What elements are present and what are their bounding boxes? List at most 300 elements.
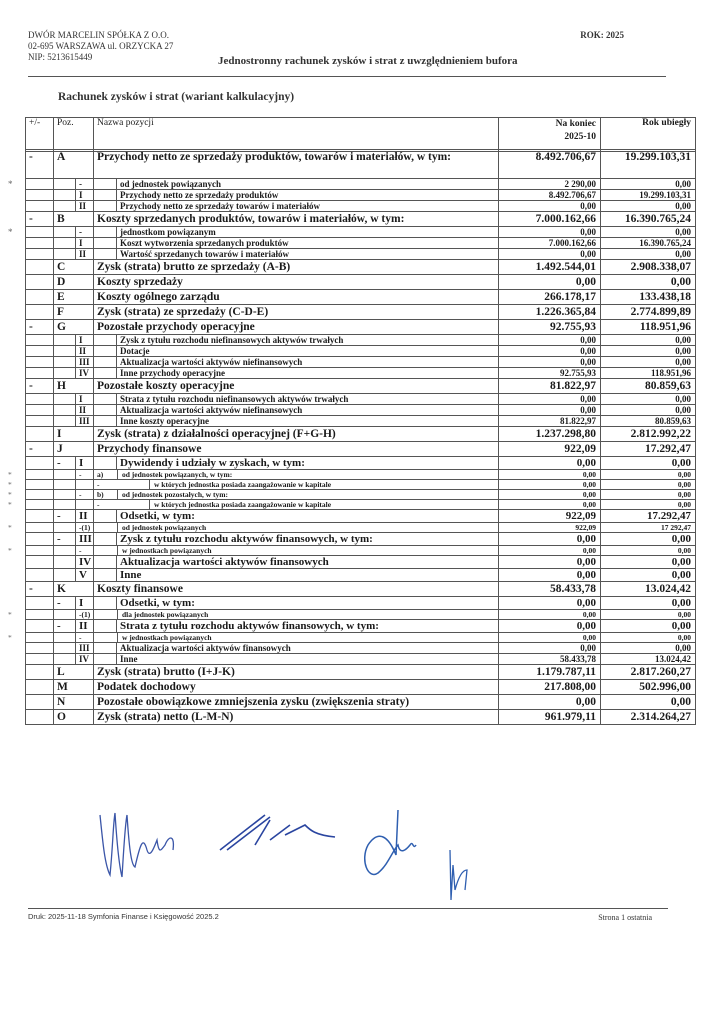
table-row bbox=[26, 305, 696, 320]
row-star: * bbox=[8, 179, 13, 189]
row-name-cell bbox=[94, 416, 499, 427]
row-sign bbox=[26, 201, 54, 212]
row-pos bbox=[54, 346, 94, 357]
row-name: Zysk z tytułu rozchodu niefinansowych aktywów trwałych bbox=[116, 335, 498, 345]
row-sign bbox=[26, 569, 54, 582]
row-name-cell bbox=[94, 597, 499, 610]
row-name-cell bbox=[94, 368, 499, 379]
row-name-cell bbox=[94, 335, 499, 346]
row-subsub bbox=[94, 546, 118, 555]
signature-3-icon bbox=[358, 805, 418, 885]
row-star: * bbox=[8, 546, 12, 555]
row-current-value: 58.433,78 bbox=[499, 654, 601, 665]
row-previous-value: 16.390.765,24 bbox=[601, 212, 696, 227]
row-pos: H bbox=[54, 379, 94, 394]
row-name: Pozostałe przychody operacyjne bbox=[94, 320, 499, 335]
row-sign bbox=[26, 335, 54, 346]
row-sub: V bbox=[75, 569, 93, 581]
table-row bbox=[26, 597, 696, 610]
row-current-value: 1.492.544,01 bbox=[499, 260, 601, 275]
signature-4-icon bbox=[445, 845, 475, 905]
table-row bbox=[26, 405, 696, 416]
row-sign bbox=[26, 394, 54, 405]
row-name: Zysk (strata) z działalności operacyjnej (F+G-H) bbox=[94, 427, 499, 442]
row-subsub bbox=[94, 610, 118, 619]
row-previous-value: 19.299.103,31 bbox=[601, 190, 696, 201]
row-pos: E bbox=[54, 290, 94, 305]
table-row bbox=[26, 582, 696, 597]
row-pos: D bbox=[54, 275, 94, 290]
row-name: Przychody netto ze sprzedaży produktów, towarów i materiałów, w tym: bbox=[94, 150, 499, 179]
row-pos bbox=[54, 357, 94, 368]
row-pos: L bbox=[54, 665, 94, 680]
row-name-cell bbox=[94, 357, 499, 368]
row-previous-value: 2.314.264,27 bbox=[601, 710, 696, 725]
table-row bbox=[26, 442, 696, 457]
table-row bbox=[26, 710, 696, 725]
row-previous-value: 0,00 bbox=[601, 335, 696, 346]
row-previous-value: 0,00 bbox=[601, 394, 696, 405]
row-sign: - bbox=[26, 212, 54, 227]
row-current-value: 92.755,93 bbox=[499, 368, 601, 379]
row-name-cell bbox=[94, 249, 499, 260]
row-current-value: 217.808,00 bbox=[499, 680, 601, 695]
row-previous-value: 0,00 bbox=[601, 695, 696, 710]
row-name: Koszty sprzedaży bbox=[94, 275, 499, 290]
row-current-value: 7.000.162,66 bbox=[499, 212, 601, 227]
row-current-value: 81.822,97 bbox=[499, 379, 601, 394]
row-current-value: 8.492.706,67 bbox=[499, 190, 601, 201]
table-row bbox=[26, 379, 696, 394]
row-current-value: 1.226.365,84 bbox=[499, 305, 601, 320]
row-current-value: 0,00 bbox=[499, 346, 601, 357]
row-pos bbox=[54, 238, 94, 249]
table-row bbox=[26, 569, 696, 582]
row-current-value: 961.979,11 bbox=[499, 710, 601, 725]
row-pos: B bbox=[54, 212, 94, 227]
row-pos: F bbox=[54, 305, 94, 320]
row-sign bbox=[8, 480, 54, 490]
row-pos bbox=[54, 569, 94, 582]
row-name: w jednostkach powiązanych bbox=[122, 546, 212, 555]
row-name-cell bbox=[94, 620, 499, 633]
row-previous-value: 80.859,63 bbox=[601, 379, 696, 394]
row-name: Koszty finansowe bbox=[94, 582, 499, 597]
row-current-value: 0,00 bbox=[499, 457, 601, 470]
row-pos bbox=[54, 523, 94, 533]
col-current-header: Na koniec 2025-10 bbox=[499, 118, 601, 152]
row-previous-value: 0,00 bbox=[601, 357, 696, 368]
row-name-cell bbox=[94, 654, 499, 665]
row-sign bbox=[26, 643, 54, 654]
row-previous-value: 118.951,96 bbox=[601, 320, 696, 335]
row-previous-value: 0,00 bbox=[601, 227, 696, 238]
page-info: Strona 1 ostatnia bbox=[598, 913, 652, 922]
year-label: ROK: 2025 bbox=[580, 30, 624, 40]
row-name-cell bbox=[94, 480, 499, 490]
table-row bbox=[26, 510, 696, 523]
row-current-value: 922,09 bbox=[499, 523, 601, 533]
row-name: Aktualizacja wartości aktywów finansowych bbox=[116, 556, 498, 568]
row-previous-value: 2.812.992,22 bbox=[601, 427, 696, 442]
row-name: od jednostek pozostałych, w tym: bbox=[122, 490, 229, 499]
row-sign bbox=[26, 346, 54, 357]
row-current-value: 0,00 bbox=[499, 569, 601, 582]
row-sign bbox=[26, 620, 54, 633]
report-rows bbox=[0, 149, 724, 725]
table-row bbox=[26, 179, 696, 190]
row-pos: - I bbox=[54, 597, 94, 610]
col-sign-header: +/- bbox=[26, 118, 54, 152]
row-sign bbox=[26, 190, 54, 201]
row-current-value: 1.179.787,11 bbox=[499, 665, 601, 680]
row-sub: II bbox=[75, 201, 93, 211]
company-address: 02-695 WARSZAWA ul. ORZYCKA 27 bbox=[28, 41, 174, 51]
row-pos bbox=[54, 610, 94, 620]
row-name: Dotacje bbox=[116, 346, 498, 356]
row-previous-value: 133.438,18 bbox=[601, 290, 696, 305]
row-previous-value: 19.299.103,31 bbox=[601, 150, 696, 179]
row-star: * bbox=[8, 500, 12, 509]
row-sub: - bbox=[75, 227, 93, 237]
company-nip: NIP: 5213615449 bbox=[28, 52, 93, 62]
row-sub: II bbox=[75, 249, 93, 259]
row-pos: A bbox=[54, 150, 94, 179]
row-current-value: 0,00 bbox=[499, 490, 601, 500]
row-sign bbox=[8, 179, 54, 190]
row-sign bbox=[8, 546, 54, 556]
row-previous-value: 2.817.260,27 bbox=[601, 665, 696, 680]
row-previous-value: 2.774.899,89 bbox=[601, 305, 696, 320]
table-row bbox=[26, 346, 696, 357]
row-name-cell bbox=[94, 405, 499, 416]
row-previous-value: 80.859,63 bbox=[601, 416, 696, 427]
table-row bbox=[26, 490, 696, 500]
row-pos: I bbox=[54, 427, 94, 442]
row-name: od jednostek powiązanych bbox=[122, 523, 207, 532]
row-name-cell bbox=[94, 510, 499, 523]
row-name: Odsetki, w tym: bbox=[116, 510, 498, 522]
row-sign bbox=[26, 680, 54, 695]
row-pos: C bbox=[54, 260, 94, 275]
row-name-cell bbox=[94, 523, 499, 533]
row-pos bbox=[54, 470, 94, 480]
row-sign: - bbox=[26, 150, 54, 179]
row-sub: I bbox=[75, 190, 93, 200]
row-current-value: 0,00 bbox=[499, 249, 601, 260]
row-name: Pozostałe obowiązkowe zmniejszenia zysku (zwiększenia straty) bbox=[94, 695, 499, 710]
row-pos bbox=[54, 546, 94, 556]
row-sub: III bbox=[75, 357, 93, 367]
table-row bbox=[26, 368, 696, 379]
row-previous-value: 0,00 bbox=[601, 643, 696, 654]
table-row bbox=[26, 249, 696, 260]
row-current-value: 8.492.706,67 bbox=[499, 150, 601, 179]
row-pos bbox=[54, 500, 94, 510]
row-sub: I bbox=[75, 335, 93, 345]
signature-2-icon bbox=[215, 805, 355, 865]
row-name: Inne przychody operacyjne bbox=[116, 368, 498, 378]
row-name-cell bbox=[94, 610, 499, 620]
table-row bbox=[26, 470, 696, 480]
row-sign bbox=[26, 457, 54, 470]
row-sign bbox=[26, 510, 54, 523]
row-sub: I bbox=[75, 238, 93, 248]
row-pos bbox=[54, 179, 94, 190]
table-row bbox=[26, 695, 696, 710]
table-header bbox=[25, 117, 696, 152]
row-current-value: 92.755,93 bbox=[499, 320, 601, 335]
row-sign bbox=[8, 227, 54, 238]
row-name: Zysk z tytułu rozchodu aktywów finansowych, w tym: bbox=[116, 533, 498, 545]
table-row bbox=[26, 556, 696, 569]
row-sign bbox=[26, 260, 54, 275]
row-name-cell bbox=[94, 179, 499, 190]
row-sub bbox=[75, 500, 93, 509]
row-sign bbox=[26, 238, 54, 249]
row-sign bbox=[8, 633, 54, 643]
row-current-value: 922,09 bbox=[499, 510, 601, 523]
row-name: od jednostek powiązanych bbox=[116, 179, 498, 189]
row-pos bbox=[54, 405, 94, 416]
row-name: jednostkom powiązanym bbox=[116, 227, 498, 237]
row-pos: M bbox=[54, 680, 94, 695]
table-row bbox=[26, 633, 696, 643]
row-name: Inne bbox=[116, 654, 498, 664]
row-pos: - II bbox=[54, 510, 94, 523]
row-name-cell bbox=[94, 569, 499, 582]
row-pos bbox=[54, 416, 94, 427]
table-row bbox=[26, 643, 696, 654]
row-sign bbox=[26, 357, 54, 368]
row-sub: - bbox=[75, 490, 93, 499]
row-subsub: - bbox=[94, 500, 150, 509]
row-current-value: 0,00 bbox=[499, 357, 601, 368]
row-subsub: b) bbox=[94, 490, 118, 499]
row-name-cell bbox=[94, 643, 499, 654]
row-sign bbox=[26, 695, 54, 710]
row-sub: III bbox=[75, 533, 93, 545]
row-previous-value: 17.292,47 bbox=[601, 510, 696, 523]
row-name-cell bbox=[94, 546, 499, 556]
table-row bbox=[26, 427, 696, 442]
row-pos bbox=[54, 368, 94, 379]
row-name: w jednostkach powiązanych bbox=[122, 633, 212, 642]
row-name: Wartość sprzedanych towarów i materiałów bbox=[116, 249, 498, 259]
row-name-cell bbox=[94, 633, 499, 643]
row-current-value: 0,00 bbox=[499, 620, 601, 633]
row-current-value: 0,00 bbox=[499, 610, 601, 620]
row-subsub bbox=[94, 633, 118, 642]
row-name: Aktualizacja wartości aktywów niefinansowych bbox=[116, 405, 498, 415]
row-sign bbox=[26, 405, 54, 416]
row-sign: - bbox=[26, 379, 54, 394]
row-previous-value: 0,00 bbox=[601, 620, 696, 633]
row-previous-value: 0,00 bbox=[601, 569, 696, 582]
row-previous-value: 502.996,00 bbox=[601, 680, 696, 695]
row-pos bbox=[54, 201, 94, 212]
row-star: * bbox=[8, 470, 12, 479]
row-current-value: 0,00 bbox=[499, 546, 601, 556]
table-row bbox=[26, 480, 696, 490]
row-name-cell bbox=[94, 470, 499, 480]
row-previous-value: 0,00 bbox=[601, 546, 696, 556]
row-sub: I bbox=[75, 457, 93, 469]
row-previous-value: 0,00 bbox=[601, 556, 696, 569]
row-pos bbox=[54, 654, 94, 665]
row-current-value: 0,00 bbox=[499, 335, 601, 346]
row-current-value: 0,00 bbox=[499, 480, 601, 490]
row-current-value: 0,00 bbox=[499, 275, 601, 290]
row-pos bbox=[54, 190, 94, 201]
row-sub bbox=[75, 480, 93, 489]
row-star: * bbox=[8, 480, 12, 489]
table-row bbox=[26, 320, 696, 335]
row-current-value: 0,00 bbox=[499, 500, 601, 510]
row-name-cell bbox=[94, 533, 499, 546]
row-current-value: 0,00 bbox=[499, 201, 601, 212]
row-name: Inne bbox=[116, 569, 498, 581]
row-subsub: - bbox=[94, 480, 150, 489]
document-title: Jednostronny rachunek zysków i strat z uwzględnieniem bufora bbox=[218, 55, 518, 67]
table-row bbox=[26, 275, 696, 290]
table-row bbox=[26, 533, 696, 546]
row-current-value: 266.178,17 bbox=[499, 290, 601, 305]
col-pos-header: Poz. bbox=[54, 118, 94, 152]
row-name: Pozostałe koszty operacyjne bbox=[94, 379, 499, 394]
row-name-cell bbox=[94, 201, 499, 212]
row-sub: I bbox=[75, 597, 93, 609]
section-title: Rachunek zysków i strat (wariant kalkulacyjny) bbox=[58, 91, 295, 103]
row-name: Dywidendy i udziały w zyskach, w tym: bbox=[116, 457, 498, 469]
row-name: w których jednostka posiada zaangażowanie w kapitale bbox=[154, 480, 332, 489]
footer-divider bbox=[28, 908, 668, 909]
row-pos: - I bbox=[54, 457, 94, 470]
row-pos: J bbox=[54, 442, 94, 457]
row-name: Podatek dochodowy bbox=[94, 680, 499, 695]
table-row bbox=[26, 201, 696, 212]
row-name-cell bbox=[94, 238, 499, 249]
table-row bbox=[26, 335, 696, 346]
row-name: Strata z tytułu rozchodu aktywów finansowych, w tym: bbox=[116, 620, 498, 632]
row-sub: III bbox=[75, 643, 93, 653]
row-sub: -(1) bbox=[75, 610, 93, 619]
table-row bbox=[26, 357, 696, 368]
table-row bbox=[26, 500, 696, 510]
row-sub: II bbox=[75, 510, 93, 522]
row-pos bbox=[54, 633, 94, 643]
table-row bbox=[26, 523, 696, 533]
row-previous-value: 17 292,47 bbox=[601, 523, 696, 533]
row-previous-value: 0,00 bbox=[601, 633, 696, 643]
row-sign bbox=[26, 305, 54, 320]
row-current-value: 81.822,97 bbox=[499, 416, 601, 427]
row-current-value: 0,00 bbox=[499, 633, 601, 643]
row-current-value: 0,00 bbox=[499, 227, 601, 238]
row-previous-value: 2.908.338,07 bbox=[601, 260, 696, 275]
row-sub: IV bbox=[75, 556, 93, 568]
row-sign bbox=[8, 500, 54, 510]
col-name-header: Nazwa pozycji bbox=[94, 118, 499, 152]
table-row bbox=[26, 416, 696, 427]
row-pos: - II bbox=[54, 620, 94, 633]
row-name-cell bbox=[94, 346, 499, 357]
table-row bbox=[26, 680, 696, 695]
row-sub: IV bbox=[75, 654, 93, 664]
row-sign: - bbox=[26, 442, 54, 457]
row-previous-value: 13.024,42 bbox=[601, 654, 696, 665]
row-sign bbox=[26, 368, 54, 379]
row-pos bbox=[54, 394, 94, 405]
row-previous-value: 13.024,42 bbox=[601, 582, 696, 597]
row-name: Przychody netto ze sprzedaży produktów bbox=[116, 190, 498, 200]
row-previous-value: 0,00 bbox=[601, 249, 696, 260]
row-current-value: 58.433,78 bbox=[499, 582, 601, 597]
row-sign bbox=[26, 249, 54, 260]
row-name: Strata z tytułu rozchodu niefinansowych aktywów trwałych bbox=[116, 394, 498, 404]
row-sub: I bbox=[75, 394, 93, 404]
row-name: Przychody finansowe bbox=[94, 442, 499, 457]
row-name-cell bbox=[94, 394, 499, 405]
row-previous-value: 17.292,47 bbox=[601, 442, 696, 457]
row-sign bbox=[26, 275, 54, 290]
row-name-cell bbox=[94, 190, 499, 201]
row-current-value: 0,00 bbox=[499, 394, 601, 405]
row-previous-value: 0,00 bbox=[601, 597, 696, 610]
company-name: DWÓR MARCELIN SPÓŁKA Z O.O. bbox=[28, 30, 170, 40]
row-sign bbox=[26, 416, 54, 427]
row-previous-value: 0,00 bbox=[601, 470, 696, 480]
row-previous-value: 0,00 bbox=[601, 405, 696, 416]
row-current-value: 0,00 bbox=[499, 643, 601, 654]
row-subsub: a) bbox=[94, 470, 118, 479]
row-star: * bbox=[8, 227, 13, 237]
row-pos: - III bbox=[54, 533, 94, 546]
row-previous-value: 0,00 bbox=[601, 201, 696, 212]
row-name-cell bbox=[94, 227, 499, 238]
print-info: Druk: 2025-11-18 Symfonia Finanse i Księgowość 2025.2 bbox=[28, 912, 219, 921]
row-pos bbox=[54, 227, 94, 238]
row-current-value: 0,00 bbox=[499, 470, 601, 480]
table-row bbox=[26, 260, 696, 275]
row-current-value: 0,00 bbox=[499, 405, 601, 416]
row-name: Zysk (strata) ze sprzedaży (C-D-E) bbox=[94, 305, 499, 320]
row-name: Koszt wytworzenia sprzedanych produktów bbox=[116, 238, 498, 248]
table-row bbox=[26, 610, 696, 620]
row-previous-value: 118.951,96 bbox=[601, 368, 696, 379]
table-row bbox=[26, 290, 696, 305]
row-sub: IV bbox=[75, 368, 93, 378]
table-row bbox=[26, 457, 696, 470]
row-previous-value: 0,00 bbox=[601, 610, 696, 620]
row-subsub bbox=[94, 523, 118, 532]
row-sign bbox=[26, 710, 54, 725]
row-previous-value: 0,00 bbox=[601, 179, 696, 190]
row-sub: II bbox=[75, 620, 93, 632]
row-previous-value: 0,00 bbox=[601, 490, 696, 500]
row-name-cell bbox=[94, 556, 499, 569]
row-sub: III bbox=[75, 416, 93, 426]
row-name: dla jednostek powiązanych bbox=[122, 610, 209, 619]
row-current-value: 1.237.298,80 bbox=[499, 427, 601, 442]
row-sign bbox=[8, 610, 54, 620]
table-row bbox=[26, 620, 696, 633]
row-pos bbox=[54, 556, 94, 569]
table-row bbox=[26, 394, 696, 405]
row-sub: II bbox=[75, 405, 93, 415]
row-current-value: 0,00 bbox=[499, 695, 601, 710]
row-name: Przychody netto ze sprzedaży towarów i materiałów bbox=[116, 201, 498, 211]
